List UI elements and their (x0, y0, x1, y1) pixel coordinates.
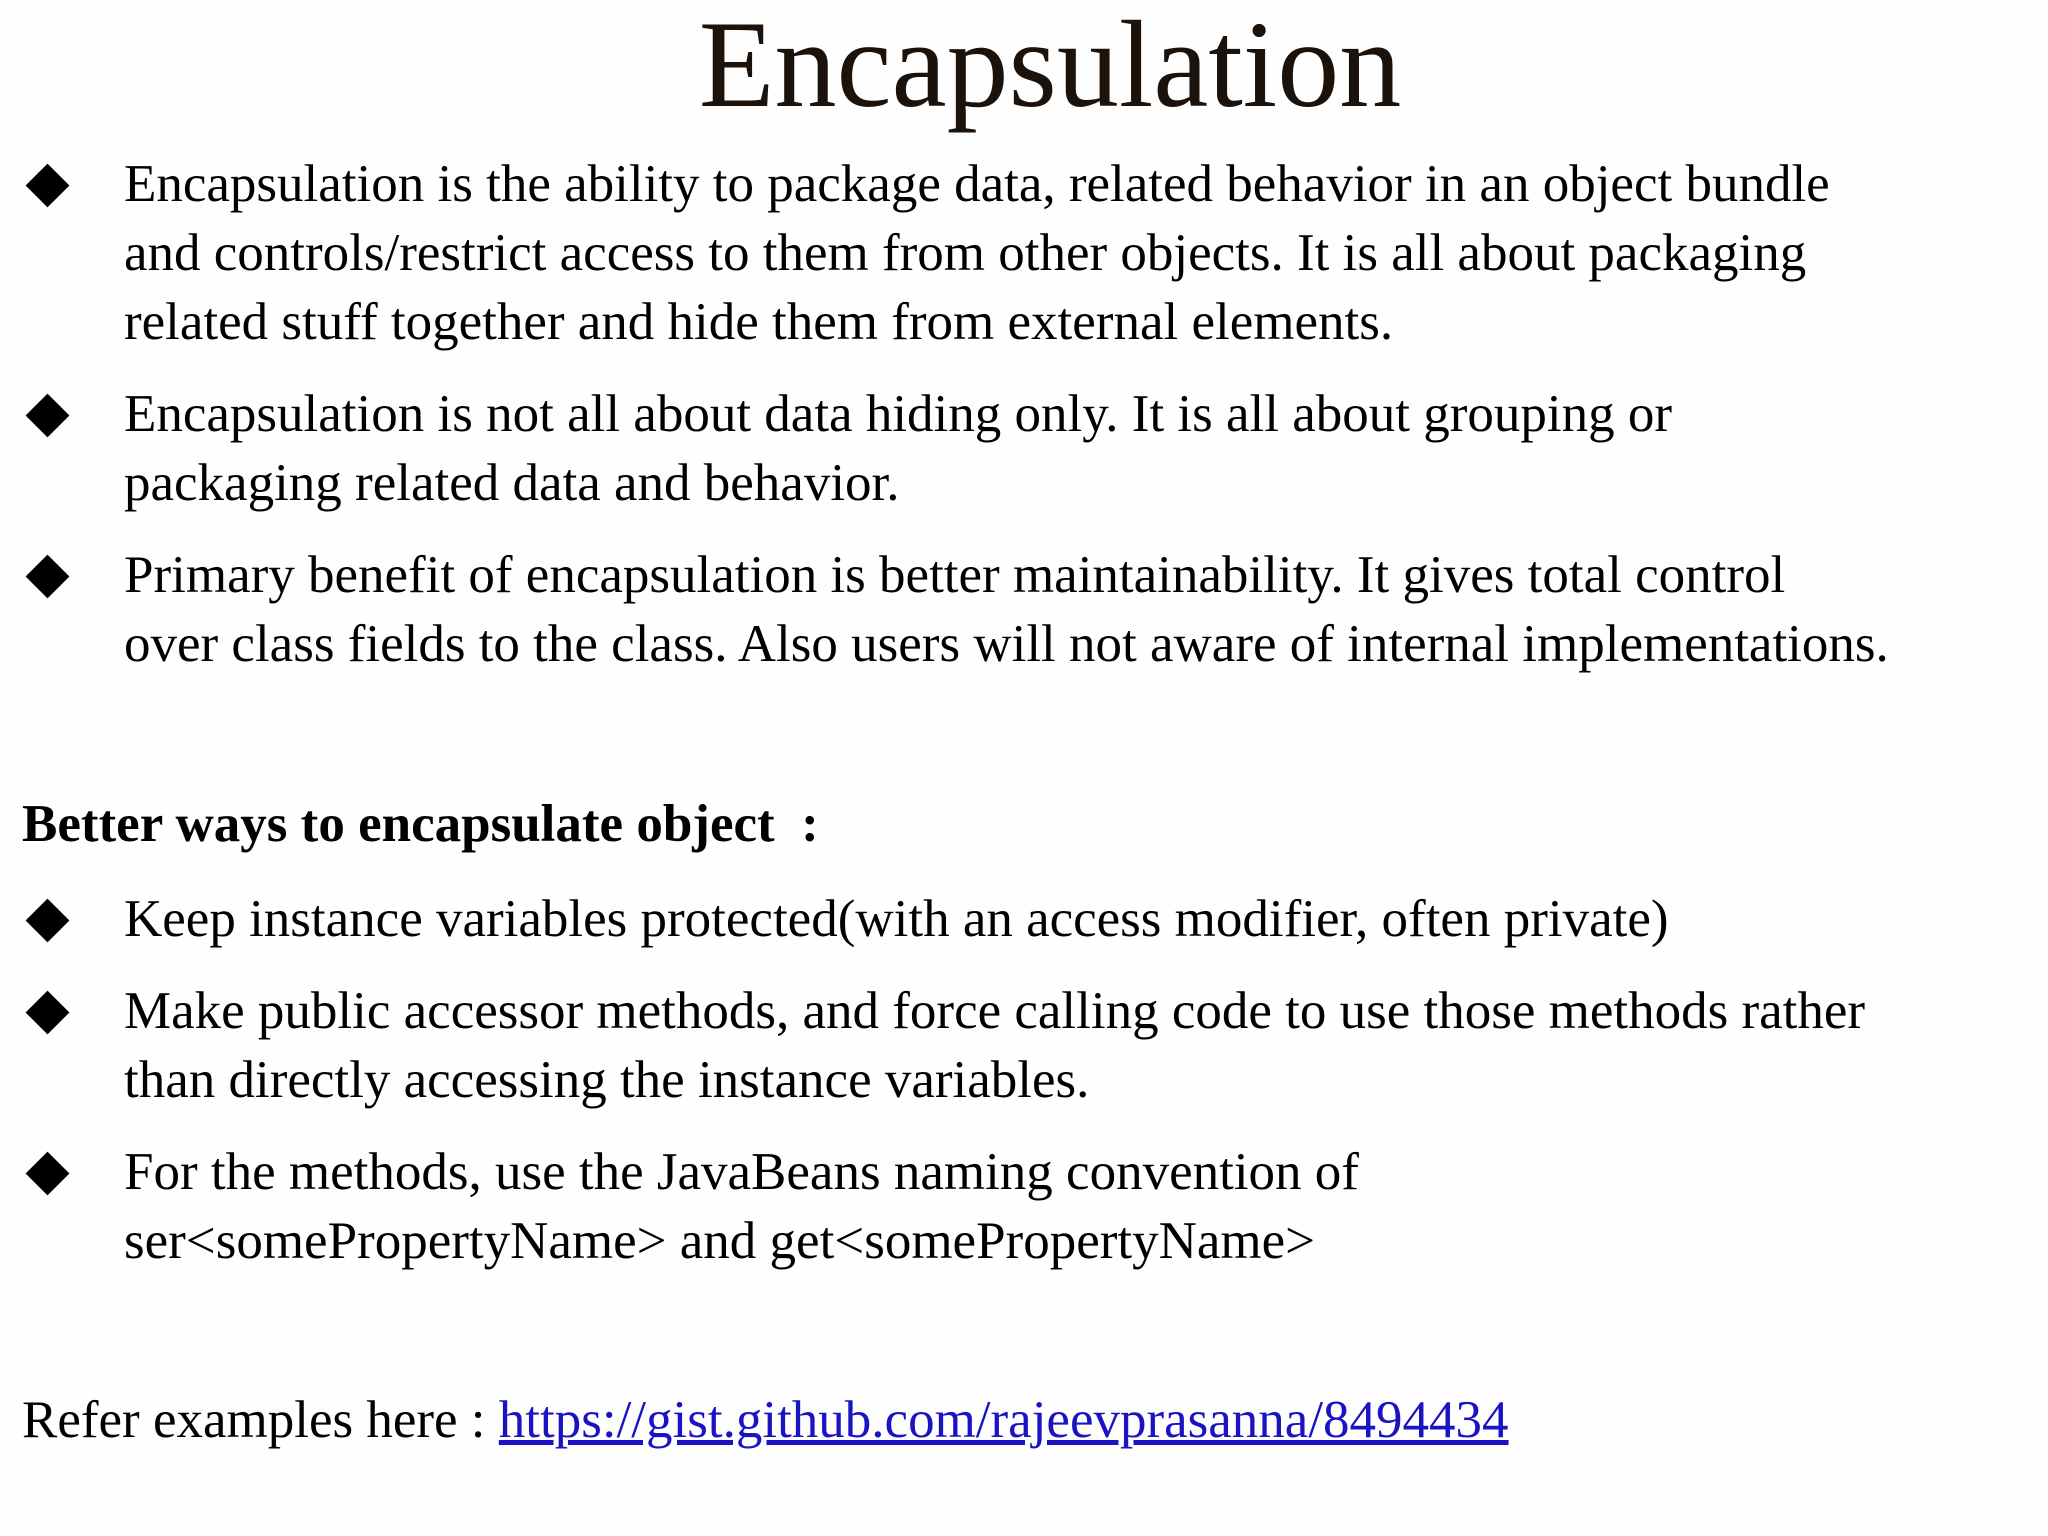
intro-bullet-list (0, 150, 2048, 702)
bullet-item (0, 150, 2048, 357)
bullet-line: Encapsulation is not all about data hiding only. It is all about grouping or (124, 385, 1673, 443)
slide-title: Encapsulation (698, 0, 1402, 133)
bullet-item (0, 380, 2048, 518)
bullet-line: and controls/restrict access to them from other objects. It is all about packaging (124, 224, 1807, 282)
gist-link[interactable]: https://gist.github.com/rajeevprasanna/8494434 (498, 1391, 1509, 1449)
diamond-bullet-icon (26, 1152, 70, 1196)
refer-label: Refer examples here : (22, 1391, 499, 1449)
diamond-bullet-icon (26, 899, 70, 943)
section-subheading: Better ways to encapsulate object : (22, 795, 819, 853)
refer-examples (22, 1386, 1509, 1455)
ways-bullet-list (0, 885, 2048, 1299)
bullet-item (0, 977, 2048, 1115)
diamond-bullet-icon (26, 164, 70, 208)
bullet-line: Encapsulation is the ability to package data, related behavior in an object bundle (124, 155, 1830, 213)
bullet-line: For the methods, use the JavaBeans naming convention of (124, 1143, 1359, 1201)
bullet-item (0, 885, 2048, 954)
diamond-bullet-icon (26, 555, 70, 599)
bullet-line: over class fields to the class. Also users will not aware of internal implementations. (124, 615, 1889, 673)
bullet-line: ser<somePropertyName> and get<somePropertyName> (124, 1212, 1316, 1270)
bullet-line: packaging related data and behavior. (124, 454, 900, 512)
bullet-line: than directly accessing the instance variables. (124, 1051, 1090, 1109)
bullet-item (0, 541, 2048, 679)
diamond-bullet-icon (26, 991, 70, 1035)
bullet-line: Keep instance variables protected(with an access modifier, often private) (124, 890, 1669, 948)
bullet-item (0, 1138, 2048, 1276)
bullet-line: Primary benefit of encapsulation is better maintainability. It gives total control (124, 546, 1786, 604)
bullet-line: related stuff together and hide them from external elements. (124, 293, 1394, 351)
diamond-bullet-icon (26, 394, 70, 438)
bullet-line: Make public accessor methods, and force calling code to use those methods rather (124, 982, 1866, 1040)
